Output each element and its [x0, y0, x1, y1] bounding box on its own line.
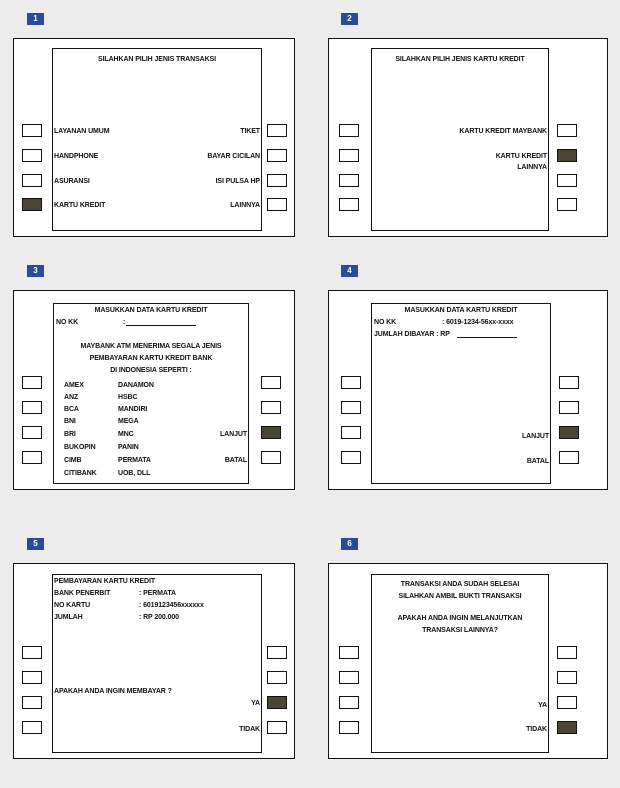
bank-danamon: DANAMON	[118, 382, 154, 389]
no-kk-label: NO KK	[374, 319, 397, 326]
right-key-2[interactable]	[557, 671, 577, 684]
no-kartu-label: NO KARTU	[54, 602, 91, 609]
step-1-badge: 1	[27, 13, 44, 25]
bank-penerbit-value: : PERMATA	[139, 590, 176, 597]
question-line-1: APAKAH ANDA INGIN MELANJUTKAN	[397, 615, 523, 622]
option-batal[interactable]: BATAL	[526, 458, 549, 465]
no-kk-colon: :	[123, 319, 126, 326]
jumlah-value: : RP 200.000	[139, 614, 179, 621]
left-key-1[interactable]	[339, 646, 359, 659]
right-key-1[interactable]	[557, 124, 577, 137]
left-key-1[interactable]	[341, 376, 361, 389]
no-kk-label: NO KK	[56, 319, 79, 326]
option-tidak[interactable]: TIDAK	[239, 726, 260, 733]
right-key-4[interactable]	[261, 451, 281, 464]
option-kartu-kredit-maybank[interactable]: KARTU KREDIT MAYBANK	[459, 128, 547, 135]
right-key-3[interactable]	[557, 696, 577, 709]
no-kk-input[interactable]	[126, 325, 196, 326]
screen-title: MASUKKAN DATA KARTU KREDIT	[94, 307, 208, 314]
option-batal[interactable]: BATAL	[224, 457, 247, 464]
bank-anz: ANZ	[64, 394, 79, 401]
jumlah-dibayar-label: JUMLAH DIBAYAR : RP	[374, 331, 450, 338]
option-ya[interactable]: YA	[251, 700, 260, 707]
bank-mega: MEGA	[118, 418, 139, 425]
atm-panel-4	[328, 290, 608, 490]
left-key-4[interactable]	[339, 198, 359, 211]
right-key-4[interactable]	[267, 721, 287, 734]
atm-panel-2	[328, 38, 608, 237]
left-key-3[interactable]	[22, 174, 42, 187]
left-key-4[interactable]	[22, 721, 42, 734]
option-lanjut[interactable]: LANJUT	[521, 433, 549, 440]
right-key-4-selected[interactable]	[557, 721, 577, 734]
option-kartu-kredit-lainnya-line2[interactable]: LAINNYA	[517, 164, 547, 171]
right-key-3-selected[interactable]	[559, 426, 579, 439]
atm-panel-1	[13, 38, 295, 237]
bank-uob-dll: UOB, DLL	[118, 470, 151, 477]
bank-bri: BRI	[64, 431, 76, 438]
right-key-2-selected[interactable]	[557, 149, 577, 162]
bank-permata: PERMATA	[118, 457, 151, 464]
right-key-1[interactable]	[261, 376, 281, 389]
info-line-1: MAYBANK ATM MENERIMA SEGALA JENIS	[80, 343, 222, 350]
option-layanan-umum[interactable]: LAYANAN UMUM	[54, 128, 110, 135]
left-key-4[interactable]	[22, 451, 42, 464]
left-key-1[interactable]	[339, 124, 359, 137]
bank-amex: AMEX	[64, 382, 84, 389]
bank-citibank: CITIBANK	[64, 470, 97, 477]
option-ya[interactable]: YA	[538, 702, 547, 709]
option-lanjut[interactable]: LANJUT	[219, 431, 247, 438]
right-key-2[interactable]	[267, 149, 287, 162]
bank-hsbc: HSBC	[118, 394, 138, 401]
left-key-2[interactable]	[341, 401, 361, 414]
bank-mnc: MNC	[118, 431, 134, 438]
step-5-badge: 5	[27, 538, 44, 550]
right-key-1[interactable]	[559, 376, 579, 389]
jumlah-label: JUMLAH	[54, 614, 83, 621]
option-lainnya[interactable]: LAINNYA	[230, 202, 260, 209]
info-line-2: PEMBAYARAN KARTU KREDIT BANK	[89, 355, 213, 362]
screen-2	[371, 48, 549, 231]
left-key-2[interactable]	[339, 149, 359, 162]
left-key-2[interactable]	[339, 671, 359, 684]
right-key-2[interactable]	[559, 401, 579, 414]
step-2-badge: 2	[341, 13, 358, 25]
no-kk-value: : 6019-1234-56xx-xxxx	[442, 319, 514, 326]
question-line-2: TRANSAKSI LAINNYA?	[422, 627, 498, 634]
right-key-1[interactable]	[267, 124, 287, 137]
right-key-2[interactable]	[261, 401, 281, 414]
left-key-3[interactable]	[22, 696, 42, 709]
option-tiket[interactable]: TIKET	[240, 128, 260, 135]
screen-title: SILAHKAN PILIH JENIS TRANSAKSI	[98, 56, 216, 63]
screen-4	[371, 303, 551, 484]
step-4-badge: 4	[341, 265, 358, 277]
option-asuransi[interactable]: ASURANSI	[54, 178, 90, 185]
right-key-3[interactable]	[267, 174, 287, 187]
screen-title: MASUKKAN DATA KARTU KREDIT	[404, 307, 518, 314]
left-key-3[interactable]	[339, 696, 359, 709]
left-key-3[interactable]	[22, 426, 42, 439]
right-key-1[interactable]	[267, 646, 287, 659]
option-tidak[interactable]: TIDAK	[526, 726, 547, 733]
screen-1	[52, 48, 262, 231]
option-bayar-cicilan[interactable]: BAYAR CICILAN	[207, 153, 260, 160]
option-isi-pulsa-hp[interactable]: ISI PULSA HP	[215, 178, 260, 185]
right-key-3-selected[interactable]	[267, 696, 287, 709]
bank-penerbit-label: BANK PENERBIT	[54, 590, 111, 597]
right-key-3-selected[interactable]	[261, 426, 281, 439]
left-key-4-selected[interactable]	[22, 198, 42, 211]
bank-panin: PANIN	[118, 444, 139, 451]
confirm-question: APAKAH ANDA INGIN MEMBAYAR ?	[54, 688, 172, 695]
step-6-badge: 6	[341, 538, 358, 550]
screen-6	[371, 574, 549, 753]
right-key-2[interactable]	[267, 671, 287, 684]
right-key-4[interactable]	[267, 198, 287, 211]
no-kartu-value: : 6019123456xxxxxx	[139, 602, 204, 609]
left-key-2[interactable]	[22, 671, 42, 684]
option-handphone[interactable]: HANDPHONE	[54, 153, 99, 160]
left-key-2[interactable]	[22, 401, 42, 414]
atm-panel-3	[13, 290, 295, 490]
bank-bni: BNI	[64, 418, 76, 425]
atm-panel-6	[328, 563, 608, 759]
screen-5	[52, 574, 262, 753]
step-3-badge: 3	[27, 265, 44, 277]
right-key-4[interactable]	[557, 198, 577, 211]
left-key-3[interactable]	[341, 426, 361, 439]
status-line-2: SILAHKAN AMBIL BUKTI TRANSAKSI	[398, 593, 522, 600]
left-key-4[interactable]	[341, 451, 361, 464]
option-kartu-kredit-lainnya-line1[interactable]: KARTU KREDIT	[495, 153, 547, 160]
right-key-3[interactable]	[557, 174, 577, 187]
left-key-1[interactable]	[22, 124, 42, 137]
left-key-1[interactable]	[22, 376, 42, 389]
screen-title: SILAHKAN PILIH JENIS KARTU KREDIT	[395, 56, 525, 63]
jumlah-dibayar-input[interactable]	[457, 337, 517, 338]
right-key-1[interactable]	[557, 646, 577, 659]
left-key-4[interactable]	[339, 721, 359, 734]
screen-title: PEMBAYARAN KARTU KREDIT	[54, 578, 156, 585]
status-line-1: TRANSAKSI ANDA SUDAH SELESAI	[400, 581, 520, 588]
left-key-2[interactable]	[22, 149, 42, 162]
option-kartu-kredit[interactable]: KARTU KREDIT	[54, 202, 106, 209]
bank-cimb: CIMB	[64, 457, 82, 464]
right-key-4[interactable]	[559, 451, 579, 464]
bank-bca: BCA	[64, 406, 79, 413]
bank-mandiri: MANDIRI	[118, 406, 148, 413]
bank-bukopin: BUKOPIN	[64, 444, 96, 451]
info-line-3: DI INDONESIA SEPERTI :	[110, 367, 192, 374]
left-key-3[interactable]	[339, 174, 359, 187]
atm-panel-5	[13, 563, 295, 759]
screen-3	[53, 303, 249, 484]
left-key-1[interactable]	[22, 646, 42, 659]
